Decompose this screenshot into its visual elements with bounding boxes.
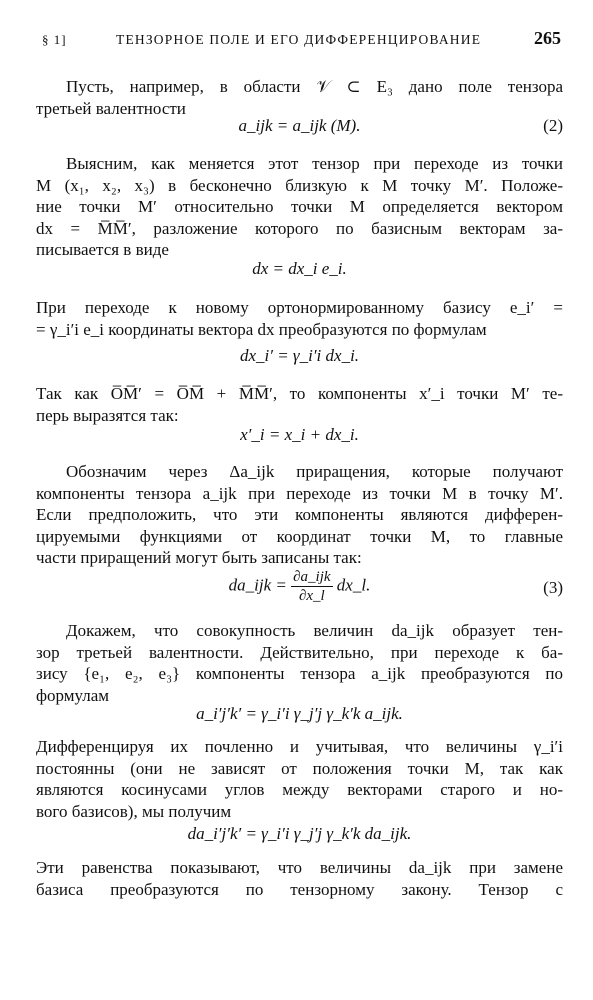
- paragraph-8: [36, 857, 563, 900]
- text-line: части приращений могут быть записаны так:: [36, 548, 362, 567]
- paragraph-6: [36, 620, 563, 706]
- text-line: третьей валентности: [36, 98, 186, 118]
- equation-transform: [36, 704, 563, 724]
- text-line: Выясним, как меняется этот тензор при переходе из точки: [66, 154, 563, 173]
- text-line: зор третьей валентности. Действительно, при переходе к ба-: [36, 642, 563, 662]
- fraction-denominator: ∂x_l: [298, 588, 325, 604]
- text-line: компоненты тензора a_ijk при переходе из точки M в точку M′.: [36, 483, 563, 503]
- text-line: ние точки M′ относительно точки M определяется вектором: [36, 197, 563, 216]
- paragraph-7: [36, 736, 563, 822]
- running-header: [36, 28, 563, 54]
- equation-dxi: [36, 346, 563, 366]
- text-line: Если предположить, что эти компоненты являются дифферен-: [36, 505, 563, 524]
- equation-3: [36, 568, 563, 605]
- text-line: цируемыми функциями от координат точки M, то главные: [36, 526, 563, 546]
- equation-body: a_i′j′k′ = γ_i′i γ_j′j γ_k′k a_ijk.: [196, 704, 403, 723]
- equation-body: dx = dx_i e_i.: [252, 259, 347, 278]
- paragraph-5: [36, 461, 563, 569]
- equation-body: da_i′j′k′ = γ_i′i γ_j′j γ_k′k da_ijk.: [187, 824, 412, 843]
- equation-body: a_ijk = a_ijk (M).: [238, 116, 361, 135]
- text-line: формулам: [36, 685, 110, 705]
- equation-diff: [36, 824, 563, 844]
- page-number: 265: [534, 28, 561, 48]
- text-line: Дифференцируя их почленно и учитывая, что величины γ_i′i: [36, 737, 563, 756]
- text-line: перь выразятся так:: [36, 405, 179, 425]
- text-line: Пусть, например, в области 𝒱 ⊂ E₃ дано поле тензора: [66, 77, 563, 96]
- equation-2: [36, 116, 563, 136]
- text-line: M (x₁, x₂, x₃) в бесконечно близкую к M точку M′. Положе-: [36, 175, 563, 195]
- text-line: Так как O̅M̅′ = O̅M̅ + M̅M̅′, то компоненты x′_i точки M′ те-: [36, 384, 563, 403]
- text-line: писывается в виде: [36, 240, 169, 259]
- section-marker: § 1]: [42, 32, 67, 47]
- equation-number: (2): [543, 116, 563, 135]
- text-line: Эти равенства показывают, что величины da_ijk при замене: [36, 858, 563, 877]
- equation-lhs: da_ijk =: [228, 575, 287, 595]
- equation-number: (3): [543, 578, 563, 597]
- text-line: Обозначим через Δa_ijk приращения, которые получают: [66, 462, 563, 481]
- text-line: dx = M̅M̅′, разложение которого по базисным векторам за-: [36, 218, 563, 238]
- paragraph-4: [36, 383, 563, 426]
- equation-body: x′_i = x_i + dx_i.: [240, 425, 359, 444]
- equation-rhs: dx_l.: [336, 575, 371, 595]
- paragraph-1: [36, 76, 563, 119]
- paragraph-2: [36, 153, 563, 261]
- chapter-title: ТЕНЗОРНОЕ ПОЛЕ И ЕГО ДИФФЕРЕНЦИРОВАНИЕ: [116, 32, 482, 47]
- equation-xi: [36, 425, 563, 445]
- text-line: При переходе к новому ортонормированному базису e_i′ =: [36, 298, 563, 317]
- text-line: базиса преобразуются по тензорному закону. Тензор с: [36, 879, 563, 899]
- text-line: Докажем, что совокупность величин da_ijk образует тен-: [66, 621, 563, 640]
- text-line: являются косинусами углов между векторами старого и но-: [36, 780, 563, 799]
- equation-body: dx_i′ = γ_i′i dx_i.: [239, 346, 360, 365]
- fraction-numerator: ∂a_ijk: [293, 569, 331, 585]
- text-line: зису {e₁, e₂, e₃} компоненты тензора a_ijk преобразуются по: [36, 664, 563, 683]
- text-line: вого базисов), мы получим: [36, 801, 232, 821]
- fraction: [291, 568, 332, 605]
- equation-dx: [36, 259, 563, 279]
- paragraph-3: [36, 297, 563, 340]
- text-line: = γ_i′i e_i координаты вектора dx преобразуются по формулам: [36, 319, 487, 339]
- text-line: постоянны (они не зависят от положения точки M, так как: [36, 758, 563, 778]
